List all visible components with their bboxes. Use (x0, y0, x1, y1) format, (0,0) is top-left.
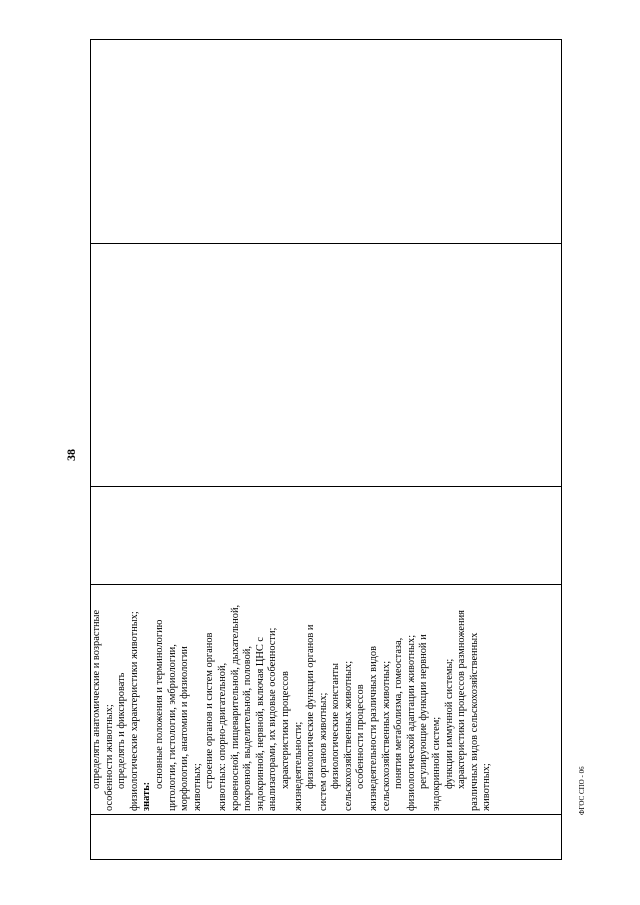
text-line: регулирующие функции нервной и (418, 634, 430, 789)
table-cell-1 (91, 585, 562, 815)
text-line: различных видов сельскохозяйственных (468, 632, 480, 811)
text-line: животных; (481, 763, 493, 811)
text-line: кровеносной, пищеварительной, дыхательной, (229, 604, 241, 811)
text-line: эндокринной систем; (431, 716, 443, 811)
text-line: животных: опорно-двигательной, (216, 662, 228, 811)
text-line: сельскохозяйственных животных; (380, 660, 392, 811)
table-cell-2 (91, 487, 562, 585)
table-cell-0 (91, 815, 562, 860)
text-line: особенности животных; (103, 704, 115, 811)
text-line: определять анатомические и возрастные (91, 609, 102, 789)
text-line: покровной, выделительной, половой, (242, 646, 254, 811)
text-line: анализаторами, их видовые особенности; (267, 627, 279, 811)
table-cell-3 (91, 244, 562, 487)
text-line: жизнедеятельности; (292, 721, 304, 811)
table-cell-text (91, 585, 494, 814)
text-line: цитологии, гистологии, эмбриологии, (166, 644, 178, 811)
text-line: характеристики процессов размножения (456, 610, 468, 789)
text-line: морфологии, анатомии и физиологии (179, 646, 191, 811)
text-line: сельскохозяйственных животных; (342, 660, 354, 811)
footer-code: ФГОС СПО - 06 (578, 766, 586, 815)
page-number: 38 (64, 449, 78, 461)
table-row (91, 40, 562, 860)
text-line: животных; (191, 763, 203, 811)
table (90, 40, 562, 860)
text-line: жизнедеятельности различных видов (368, 645, 380, 811)
text-line: характеристики процессов (279, 671, 291, 789)
text-line: эндокринной, нервной, включая ЦНС с (254, 636, 266, 811)
text-line: физиологические константы (330, 663, 342, 789)
text-line: знать: (141, 781, 153, 811)
text-line: функции иммунной системы; (443, 658, 455, 789)
text-line: определять и фиксировать (116, 672, 128, 789)
text-line: физиологические функции органов и (305, 624, 317, 789)
text-line: особенности процессов (355, 684, 367, 789)
table-grid (90, 39, 562, 860)
text-line: основные положения и терминологию (153, 619, 165, 789)
table-cell-4 (91, 40, 562, 244)
text-line: физиологические характеристики животных; (128, 611, 140, 811)
text-line: систем органов животных; (317, 692, 329, 811)
text-line: физиологической адаптации животных; (405, 634, 417, 811)
text-line: понятия метаболизма, гомеостаза, (393, 637, 405, 789)
text-line: строение органов и систем органов (204, 632, 216, 789)
